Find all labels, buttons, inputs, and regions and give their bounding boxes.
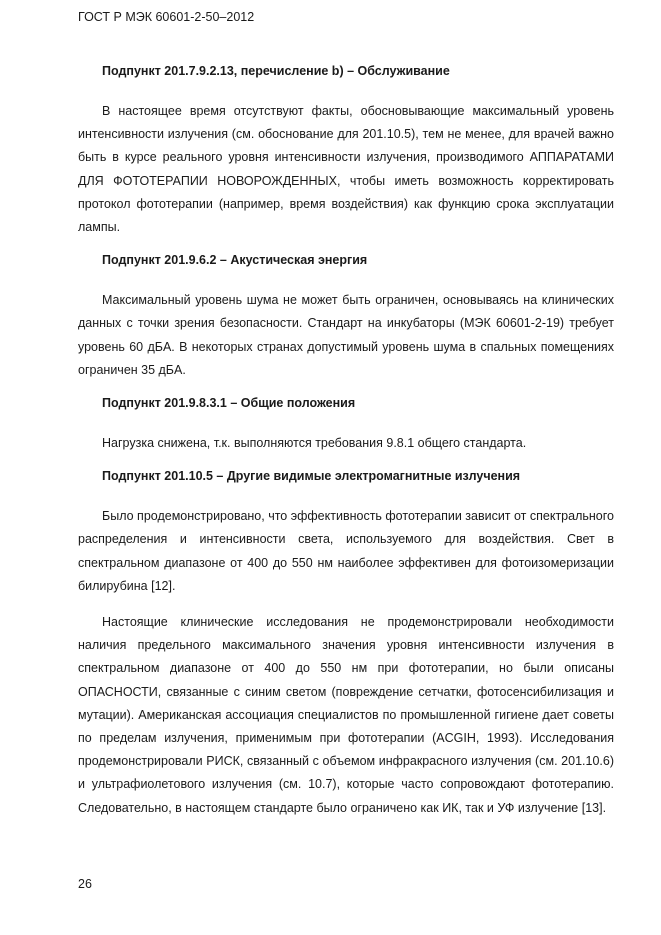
page-number: 26 [78, 877, 92, 891]
document-header: ГОСТ Р МЭК 60601-2-50–2012 [78, 10, 255, 24]
paragraph: Нагрузка снижена, т.к. выполняются требования 9.8.1 общего стандарта. [102, 436, 527, 451]
section-title: Подпункт 201.9.8.3.1 – Общие положения [102, 396, 356, 411]
paragraph: В настоящее время отсутствуют факты, обосновывающие максимальный уровень интенсивности излучения (см. обоснование для 201.10.5), тем не менее, для врачей важно быть в курсе реального уровня интенсивности излучения, производимого АППАРАТАМИ ДЛЯ ФОТОТЕРАПИИ НОВОРОЖДЕННЫХ, чтобы иметь возможность корректировать протокол фототерапии (например, время воздействия) как функцию срока эксплуатации лампы. [78, 104, 614, 235]
paragraph: Настоящие клинические исследования не продемонстрировали необходимости наличия предельного максимального значения уровня интенсивности излучения в спектральном диапазоне от 400 до 550 нм при фототерапии, но были описаны ОПАСНОСТИ, связанные с синим светом (повреждение сетчатки, фотосенсибилизация и мутации). Американская ассоциация специалистов по промышленной гигиене дает советы по пределам излучения, применимым при фототерапии (ACGIH, 1993). Исследования продемонстрировали РИСК, связанный с объемом инфракрасного излучения (см. 201.10.6) и ультрафиолетового излучения (см. 10.7), которые часто сопровождают фототерапию. Следовательно, в настоящем стандарте было ограничено как ИК, так и УФ излучение [13]. [78, 615, 614, 815]
paragraph: Было продемонстрировано, что эффективность фототерапии зависит от спектрального распределения и интенсивности света, используемого для воздействия. Свет в спектральном диапазоне от 400 до 550 нм наиболее эффективен для фотоизомеризации билирубина [12]. [78, 509, 614, 593]
document-body [78, 63, 614, 833]
section-title: Подпункт 201.9.6.2 – Акустическая энергия [102, 253, 368, 268]
paragraph: Максимальный уровень шума не может быть ограничен, основываясь на клинических данных с точки зрения безопасности. Стандарт на инкубаторы (МЭК 60601-2-19) требует уровень 60 дБA. В некоторых странах допустимый уровень шума в спальных помещениях ограничен 35 дБA. [78, 293, 614, 377]
section-title: Подпункт 201.10.5 – Другие видимые электромагнитные излучения [102, 469, 521, 484]
section-title: Подпункт 201.7.9.2.13, перечисление b) – Обслуживание [102, 64, 450, 78]
